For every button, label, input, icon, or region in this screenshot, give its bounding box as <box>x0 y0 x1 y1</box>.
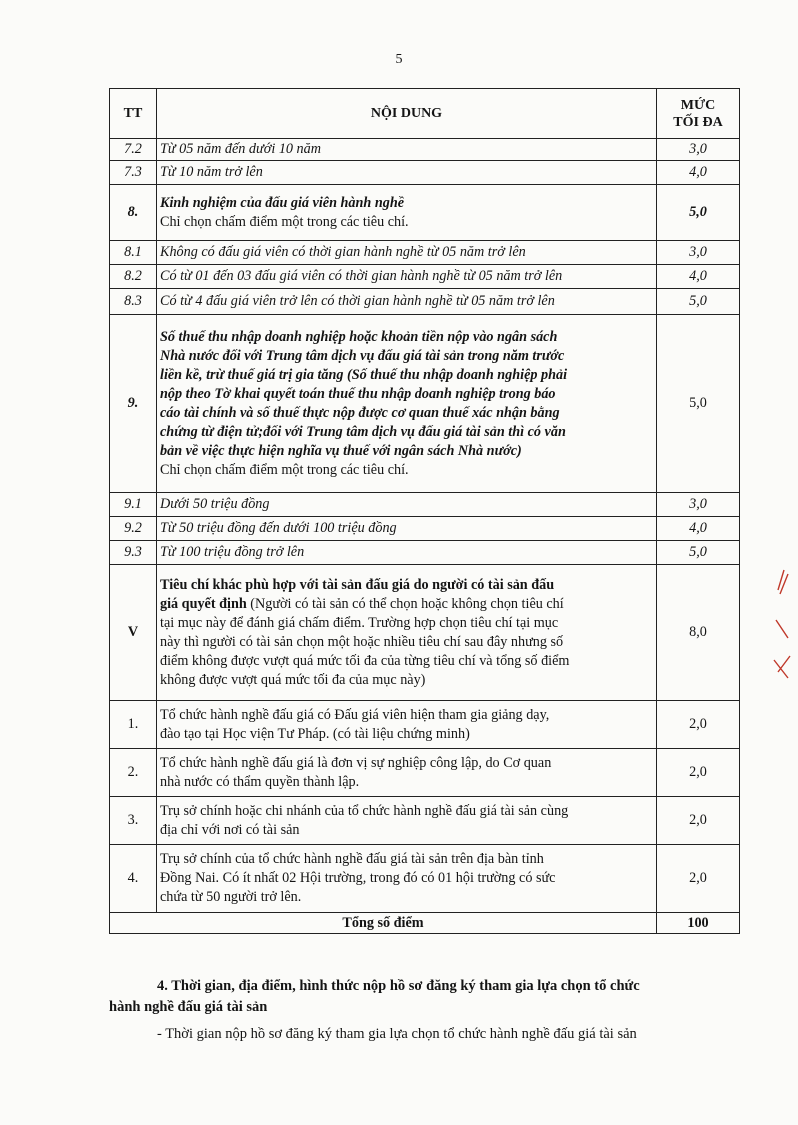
row-content-line: cáo tài chính và số thuế thực nộp được cơ quan thuế xác nhận bằng <box>160 404 560 421</box>
row-tt: 9.2 <box>110 517 157 541</box>
row-tt: 8.1 <box>110 241 157 265</box>
section-4-heading <box>109 976 739 1018</box>
row-content-line: Tiêu chí khác phù hợp với tài sản đấu giá do người có tài sản đấu <box>160 576 555 593</box>
section-4-heading-line2: hành nghề đấu giá tài sản <box>109 999 268 1015</box>
row-content <box>157 797 657 845</box>
row-content-line: không được vượt quá mức tối đa của mục này) <box>160 671 426 688</box>
row-max: 2,0 <box>657 797 740 845</box>
row-content-line: chứa từ 50 người trở lên. <box>160 889 302 905</box>
table-row <box>110 565 740 701</box>
row-content-line <box>160 595 653 614</box>
row-max: 5,0 <box>657 185 740 241</box>
table-row <box>110 517 740 541</box>
table-row <box>110 289 740 315</box>
row-content <box>157 185 657 241</box>
table-row <box>110 749 740 797</box>
header-max-line1: MỨC <box>680 97 716 113</box>
row-content <box>157 701 657 749</box>
row-content: Dưới 50 triệu đồng <box>157 493 657 517</box>
row-tt: 9. <box>110 315 157 493</box>
row-max: 2,0 <box>657 749 740 797</box>
row-content: Có từ 4 đấu giá viên trở lên có thời gian hành nghề từ 05 năm trở lên <box>157 289 657 315</box>
row-max: 8,0 <box>657 565 740 701</box>
row-content-line: chứng từ điện tử;đối với Trung tâm dịch vụ đấu giá tài sản thì có văn <box>160 423 566 440</box>
row-max: 4,0 <box>657 161 740 185</box>
row-content-line: đào tạo tại Học viện Tư Pháp. (có tài liệu chứng minh) <box>160 725 470 742</box>
row-tt: 3. <box>110 797 157 845</box>
total-label: Tổng số điểm <box>110 913 657 934</box>
row-content-normal-part: (Người có tài sản có thể chọn hoặc không chọn tiêu chí <box>246 595 564 612</box>
row-content <box>157 315 657 493</box>
table-row <box>110 265 740 289</box>
table-row <box>110 701 740 749</box>
row-content: Từ 05 năm đến dưới 10 năm <box>157 139 657 161</box>
header-max-line2: TỐI ĐA <box>673 114 723 130</box>
row-content: Từ 100 triệu đồng trở lên <box>157 541 657 565</box>
section-4-paragraph: - Thời gian nộp hồ sơ đăng ký tham gia lựa chọn tổ chức hành nghề đấu giá tài sản <box>157 1026 637 1042</box>
row-content-bold-part: giá quyết định <box>160 595 247 612</box>
table-header-row <box>110 89 740 139</box>
row-content <box>157 845 657 913</box>
row-tt: 8.2 <box>110 265 157 289</box>
header-max <box>657 89 740 139</box>
row-tt: 8. <box>110 185 157 241</box>
table-row <box>110 139 740 161</box>
table-row <box>110 241 740 265</box>
row-content-line: Chỉ chọn chấm điểm một trong các tiêu chí. <box>160 213 409 230</box>
table-total-row <box>110 913 740 934</box>
row-content-line: Tổ chức hành nghề đấu giá có Đấu giá viên hiện tham gia giảng dạy, <box>160 706 550 723</box>
row-content-line: điểm không được vượt quá mức tối đa của từng tiêu chí và tổng số điểm <box>160 652 570 669</box>
row-content-line: Tổ chức hành nghề đấu giá là đơn vị sự nghiệp công lập, do Cơ quan <box>160 754 552 771</box>
table-row <box>110 541 740 565</box>
row-content-line: Chỉ chọn chấm điểm một trong các tiêu chí. <box>160 461 409 478</box>
row-content-line: này thì người có tài sản chọn một hoặc nhiều tiêu chí sau đây nhưng số <box>160 633 564 650</box>
row-max: 2,0 <box>657 701 740 749</box>
section-4-heading-line1: 4. Thời gian, địa điểm, hình thức nộp hồ sơ đăng ký tham gia lựa chọn tổ chức <box>157 978 640 994</box>
row-content-line: Đồng Nai. Có ít nhất 02 Hội trường, trong đó có 01 hội trường có sức <box>160 870 556 886</box>
row-tt: 8.3 <box>110 289 157 315</box>
row-max: 3,0 <box>657 493 740 517</box>
row-content <box>157 565 657 701</box>
row-max: 5,0 <box>657 541 740 565</box>
row-tt: 1. <box>110 701 157 749</box>
row-content: Không có đấu giá viên có thời gian hành nghề từ 05 năm trở lên <box>157 241 657 265</box>
row-content-line: tại mục này để đánh giá chấm điểm. Trường hợp chọn tiêu chí tại mục <box>160 614 559 631</box>
row-content-line: Kinh nghiệm của đấu giá viên hành nghề <box>160 194 405 211</box>
row-content-line: nhà nước có thẩm quyền thành lập. <box>160 773 360 790</box>
row-content-line: Trụ sở chính hoặc chi nhánh của tổ chức hành nghề đấu giá tài sản cùng <box>160 802 569 819</box>
table-row <box>110 315 740 493</box>
row-max: 5,0 <box>657 289 740 315</box>
row-content-line: liền kề, trừ thuế giá trị gia tăng (Số thuế thu nhập doanh nghiệp phải <box>160 366 568 383</box>
row-max: 4,0 <box>657 517 740 541</box>
row-tt: 9.3 <box>110 541 157 565</box>
row-content-line: Số thuế thu nhập doanh nghiệp hoặc khoản tiền nộp vào ngân sách <box>160 328 558 345</box>
row-max: 5,0 <box>657 315 740 493</box>
criteria-table <box>109 88 740 934</box>
table-row <box>110 493 740 517</box>
row-tt: 2. <box>110 749 157 797</box>
row-tt: 4. <box>110 845 157 913</box>
row-tt: 7.3 <box>110 161 157 185</box>
row-content: Từ 10 năm trở lên <box>157 161 657 185</box>
row-max: 4,0 <box>657 265 740 289</box>
row-content-line: địa chỉ với nơi có tài sản <box>160 821 300 838</box>
row-max: 3,0 <box>657 139 740 161</box>
row-tt: 9.1 <box>110 493 157 517</box>
table-row <box>110 185 740 241</box>
row-content-line: nộp theo Tờ khai quyết toán thuế thu nhập doanh nghiệp trong báo <box>160 385 556 402</box>
row-content: Từ 50 triệu đồng đến dưới 100 triệu đồng <box>157 517 657 541</box>
row-content: Có từ 01 đến 03 đấu giá viên có thời gian hành nghề từ 05 năm trở lên <box>157 265 657 289</box>
row-tt: 7.2 <box>110 139 157 161</box>
header-tt: TT <box>110 89 157 139</box>
pen-scribble-icon <box>768 560 794 690</box>
header-content: NỘI DUNG <box>157 89 657 139</box>
margin-pen-mark <box>768 560 794 695</box>
table-row <box>110 797 740 845</box>
row-content-line: Nhà nước đối với Trung tâm dịch vụ đấu giá tài sản trong năm trước <box>160 347 565 364</box>
table-row <box>110 845 740 913</box>
row-max: 3,0 <box>657 241 740 265</box>
row-content-line: bản về việc thực hiện nghĩa vụ thuế với ngân sách Nhà nước) <box>160 442 522 459</box>
total-value: 100 <box>657 913 740 934</box>
row-max: 2,0 <box>657 845 740 913</box>
page-number: 5 <box>395 52 403 67</box>
table-row <box>110 161 740 185</box>
row-content-line: Trụ sở chính của tổ chức hành nghề đấu giá tài sản trên địa bàn tỉnh <box>160 851 544 867</box>
row-tt: V <box>110 565 157 701</box>
row-content <box>157 749 657 797</box>
